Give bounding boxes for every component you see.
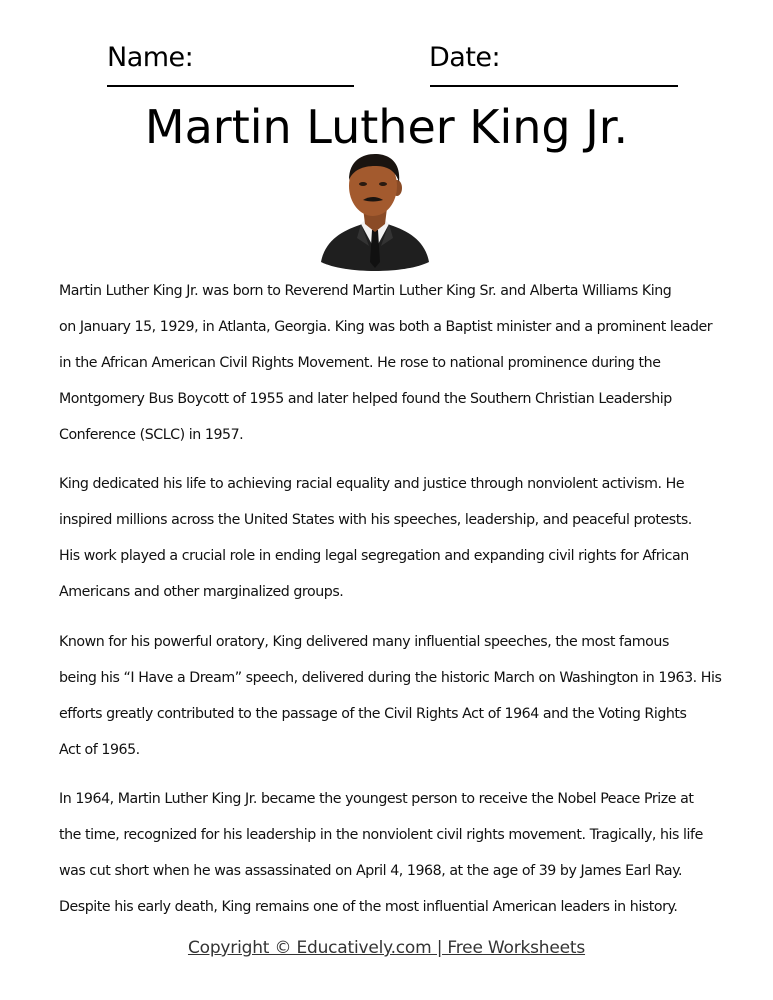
- date-label: Date:: [429, 42, 501, 73]
- paragraph-speeches: [59, 624, 729, 768]
- paragraph-early-life: [59, 273, 729, 453]
- paragraph-line: Conference (SCLC) in 1957.: [59, 427, 244, 443]
- paragraph-line: efforts greatly contributed to the passage of the Civil Rights Act of 1964 and the Voting Rights: [59, 706, 687, 722]
- paragraph-line: inspired millions across the United States with his speeches, leadership, and peaceful protests.: [59, 512, 692, 528]
- paragraph-legacy: [59, 781, 729, 925]
- paragraph-line: was cut short when he was assassinated on April 4, 1968, at the age of 39 by James Earl Ray.: [59, 863, 683, 879]
- name-blank-line: [107, 85, 354, 87]
- paragraph-line: In 1964, Martin Luther King Jr. became the youngest person to receive the Nobel Peace Prize at: [59, 791, 694, 807]
- date-blank-line: [430, 85, 678, 87]
- paragraph-line: in the African American Civil Rights Movement. He rose to national prominence during the: [59, 355, 661, 371]
- paragraph-line: Act of 1965.: [59, 742, 140, 758]
- paragraph-line: Montgomery Bus Boycott of 1955 and later helped found the Southern Christian Leadership: [59, 391, 672, 407]
- paragraph-line: the time, recognized for his leadership in the nonviolent civil rights movement. Tragically, his life: [59, 827, 703, 843]
- paragraph-activism: [59, 466, 729, 610]
- paragraph-line: being his “I Have a Dream” speech, delivered during the historic March on Washington in 1963. His: [59, 670, 722, 686]
- paragraph-line: Martin Luther King Jr. was born to Reverend Martin Luther King Sr. and Alberta Williams King: [59, 283, 672, 299]
- name-label: Name:: [107, 42, 194, 73]
- paragraph-line: His work played a crucial role in ending legal segregation and expanding civil rights for African: [59, 548, 689, 564]
- page-title: Martin Luther King Jr.: [144, 100, 629, 154]
- paragraph-line: King dedicated his life to achieving racial equality and justice through nonviolent activism. He: [59, 476, 685, 492]
- paragraph-line: Known for his powerful oratory, King delivered many influential speeches, the most famous: [59, 634, 669, 650]
- portrait-illustration-icon: [315, 150, 435, 272]
- paragraph-line: Americans and other marginalized groups.: [59, 584, 344, 600]
- paragraph-line: on January 15, 1929, in Atlanta, Georgia. King was both a Baptist minister and a prominent leader: [59, 319, 713, 335]
- paragraph-line: Despite his early death, King remains one of the most influential American leaders in history.: [59, 899, 678, 915]
- copyright-link[interactable]: Copyright © Educatively.com | Free Worksheets: [187, 938, 586, 958]
